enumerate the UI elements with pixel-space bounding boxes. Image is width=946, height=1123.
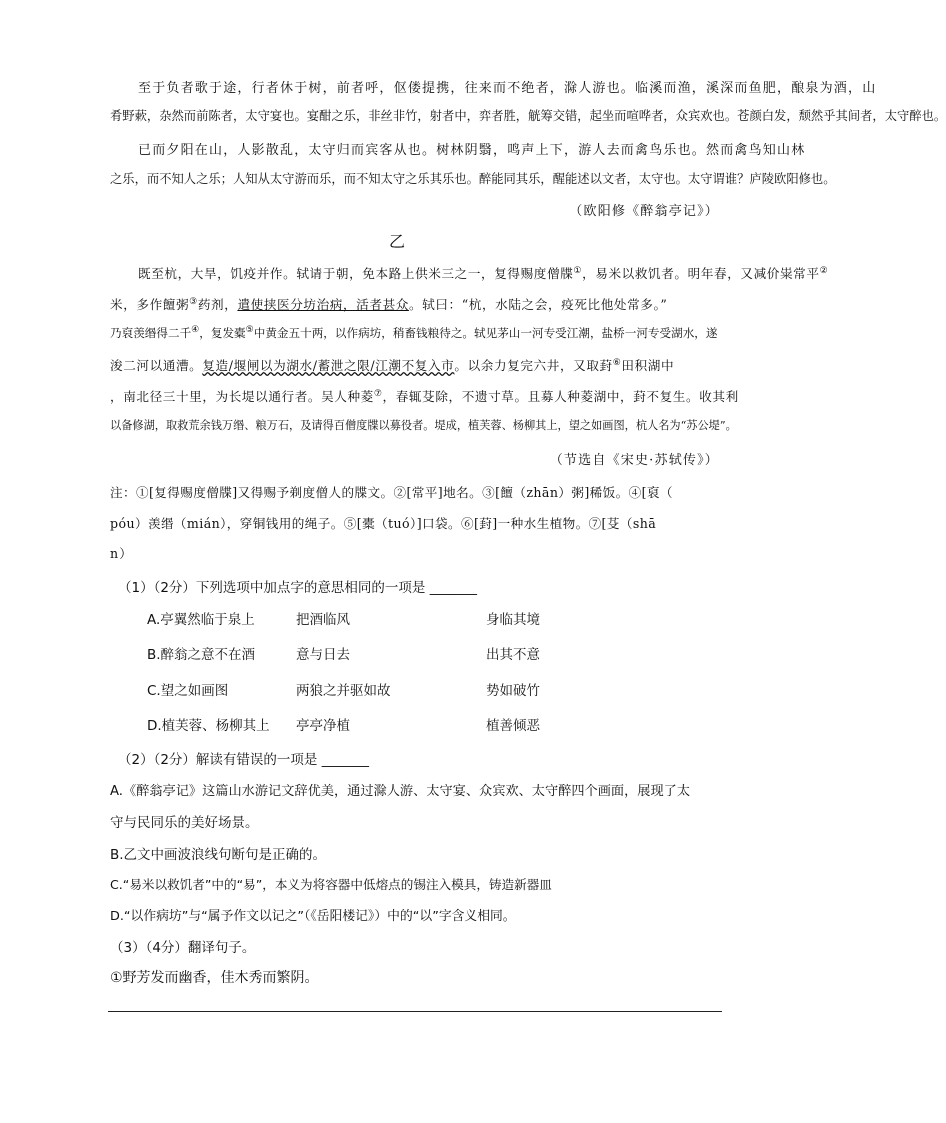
q3-item1: ①野芳发而幽香，佳木秀而繁阴。 bbox=[110, 970, 319, 986]
notes-line3: n） bbox=[110, 546, 134, 561]
yi-line3-text-b: ，复发橐 bbox=[199, 326, 246, 340]
footnote-marker-1: ① bbox=[573, 265, 583, 276]
q1-option-c-col1: C.望之如画图 bbox=[147, 683, 229, 699]
yi-line3 bbox=[110, 325, 717, 341]
q1-option-b-col3: 出其不意 bbox=[486, 647, 540, 663]
jia-source: （欧阳修《醉翁亭记》） bbox=[569, 204, 719, 219]
jia-paragraph1-line2: 肴野蔌，杂然而前陈者，太守宴也。宴酣之乐，非丝非竹，射者中，弈者胜，觥筹交错，起坐而喧哗者，众宾欢也。苍颜白发，颓然乎其间者，太守醉也。 bbox=[110, 109, 946, 123]
yi-line2-text-b: 药剂， bbox=[197, 297, 238, 312]
yi-source: （节选自《宋史·苏轼传》） bbox=[549, 453, 719, 468]
footnote-marker-7: ⑦ bbox=[373, 388, 383, 399]
yi-line1-text-a: 既至杭，大旱，饥疫并作。轼请于朝，免本路上供米三之一，复得赐度僧牒 bbox=[138, 266, 574, 281]
q1-option-a-col3: 身临其境 bbox=[486, 612, 540, 628]
yi-line3-text-a: 乃裒羡缗得二千 bbox=[110, 326, 192, 340]
jia-paragraph2-line2: 之乐，而不知人之乐；人知从太守游而乐，而不知太守之乐其乐也。醉能同其乐，醒能述以文者，太守也。太守谓谁？庐陵欧阳修也。 bbox=[110, 172, 836, 186]
question2-stem: （2）（2分）解读有错误的一项是 _______ bbox=[118, 752, 369, 768]
yi-line4 bbox=[110, 355, 674, 374]
q2-option-a-line1: A.《醉翁亭记》这篇山水游记文辞优美，通过滁人游、太守宴、众宾欢、太守醉四个画面，展现了太 bbox=[110, 784, 691, 799]
yi-line1-text-b: ，易米以救饥者。明年春，又减价粜常平 bbox=[582, 266, 820, 281]
q2-option-c: C.“易米以救饥者”中的“易”，本义为将容器中低熔点的锡注入模具，铸造新器皿 bbox=[110, 877, 552, 892]
yi-line4-text-a: 浚二河以通漕。 bbox=[110, 358, 203, 373]
answer-line bbox=[108, 1011, 722, 1012]
yi-line6: 以备修湖，取救荒余钱万缗、粮万石，及请得百僧度牒以募役者。堤成，植芙蓉、杨柳其上，望之如画图，杭人名为“苏公堤”。 bbox=[110, 419, 737, 432]
q1-option-c-col3: 势如破竹 bbox=[486, 683, 540, 699]
yi-heading: 乙 bbox=[388, 232, 405, 251]
jia-paragraph1-line1: 至于负者歌于途，行者休于树，前者呼，伛偻提携，往来而不绝者，滁人游也。临溪而渔，溪深而鱼肥，酿泉为酒，山 bbox=[138, 81, 877, 96]
q2-option-a-line2: 守与民同乐的美好场景。 bbox=[110, 815, 259, 831]
question1-stem: （1）（2分）下列选项中加点字的意思相同的一项是 _______ bbox=[118, 580, 477, 596]
yi-line2 bbox=[110, 294, 667, 313]
q1-option-b-col1: B.醉翁之意不在酒 bbox=[147, 647, 256, 663]
footnote-marker-3: ③ bbox=[189, 296, 198, 307]
footnote-marker-4: ④ bbox=[191, 325, 200, 336]
q1-option-a-col1: A.亭翼然临于泉上 bbox=[147, 612, 255, 628]
footnote-marker-2: ② bbox=[819, 265, 829, 276]
yi-line4-text-b: 。以余力复完六井，又取葑 bbox=[454, 358, 613, 373]
jia-paragraph2-line1: 已而夕阳在山，人影散乱，太守归而宾客从也。树林阴翳，鸣声上下，游人去而禽鸟乐也。然而禽鸟知山林 bbox=[138, 143, 806, 158]
wavy-underlined-sentence: 复造/堰闸以为湖水/蓄泄之限/江潮不复入市 bbox=[202, 358, 455, 373]
q2-option-d: D.“以作病坊”与“属予作文以记之”（《岳阳楼记》）中的“以”字含义相同。 bbox=[110, 909, 516, 924]
q2-option-b: B.乙文中画波浪线句断句是正确的。 bbox=[110, 847, 327, 863]
notes-line2: póu）羡缗（mián），穿铜钱用的绳子。⑤[橐（tuó）]口袋。⑥[葑]一种水生植物。⑦[芟（shā bbox=[110, 516, 657, 531]
question3-stem: （3）（4分）翻译句子。 bbox=[110, 940, 256, 956]
footnote-marker-6: ⑥ bbox=[612, 357, 622, 368]
q1-option-d-col2: 亭亭净植 bbox=[296, 718, 350, 734]
yi-line5 bbox=[110, 386, 739, 405]
notes-line1: 注：①[复得赐度僧牒]又得赐予剃度僧人的牒文。②[常平]地名。③[饘（zhān）粥]稀饭。④[裒（ bbox=[110, 485, 673, 500]
q1-option-a-col2: 把酒临风 bbox=[296, 612, 350, 628]
yi-line2-text-c: 。轼曰：“杭，水陆之会，疫死比他处常多。” bbox=[408, 297, 668, 312]
yi-line1 bbox=[138, 263, 828, 282]
underlined-sentence: 遣使挟医分坊治病，活者甚众 bbox=[237, 297, 409, 312]
yi-line3-text-c: 中黄金五十两，以作病坊，稍畜钱粮待之。轼见茅山一河专受江潮，盐桥一河专受湖水，遂 bbox=[253, 326, 718, 340]
q1-option-b-col2: 意与日去 bbox=[296, 647, 350, 663]
yi-line2-text-a: 米，多作饘粥 bbox=[110, 297, 190, 312]
yi-line5-text-b: ，春辄芟除，不遗寸草。且募人种菱湖中，葑不复生。收其利 bbox=[382, 389, 739, 404]
q1-option-d-col3: 植善倾恶 bbox=[486, 718, 540, 734]
yi-line5-text-a: ，南北径三十里，为长堤以通行者。吴人种菱 bbox=[110, 389, 374, 404]
yi-line4-text-c: 田积湖中 bbox=[621, 358, 675, 373]
q1-option-d-col1: D.植芙蓉、杨柳其上 bbox=[147, 718, 270, 734]
footnote-marker-5: ⑤ bbox=[245, 325, 254, 336]
q1-option-c-col2: 两狼之并驱如故 bbox=[296, 683, 391, 699]
